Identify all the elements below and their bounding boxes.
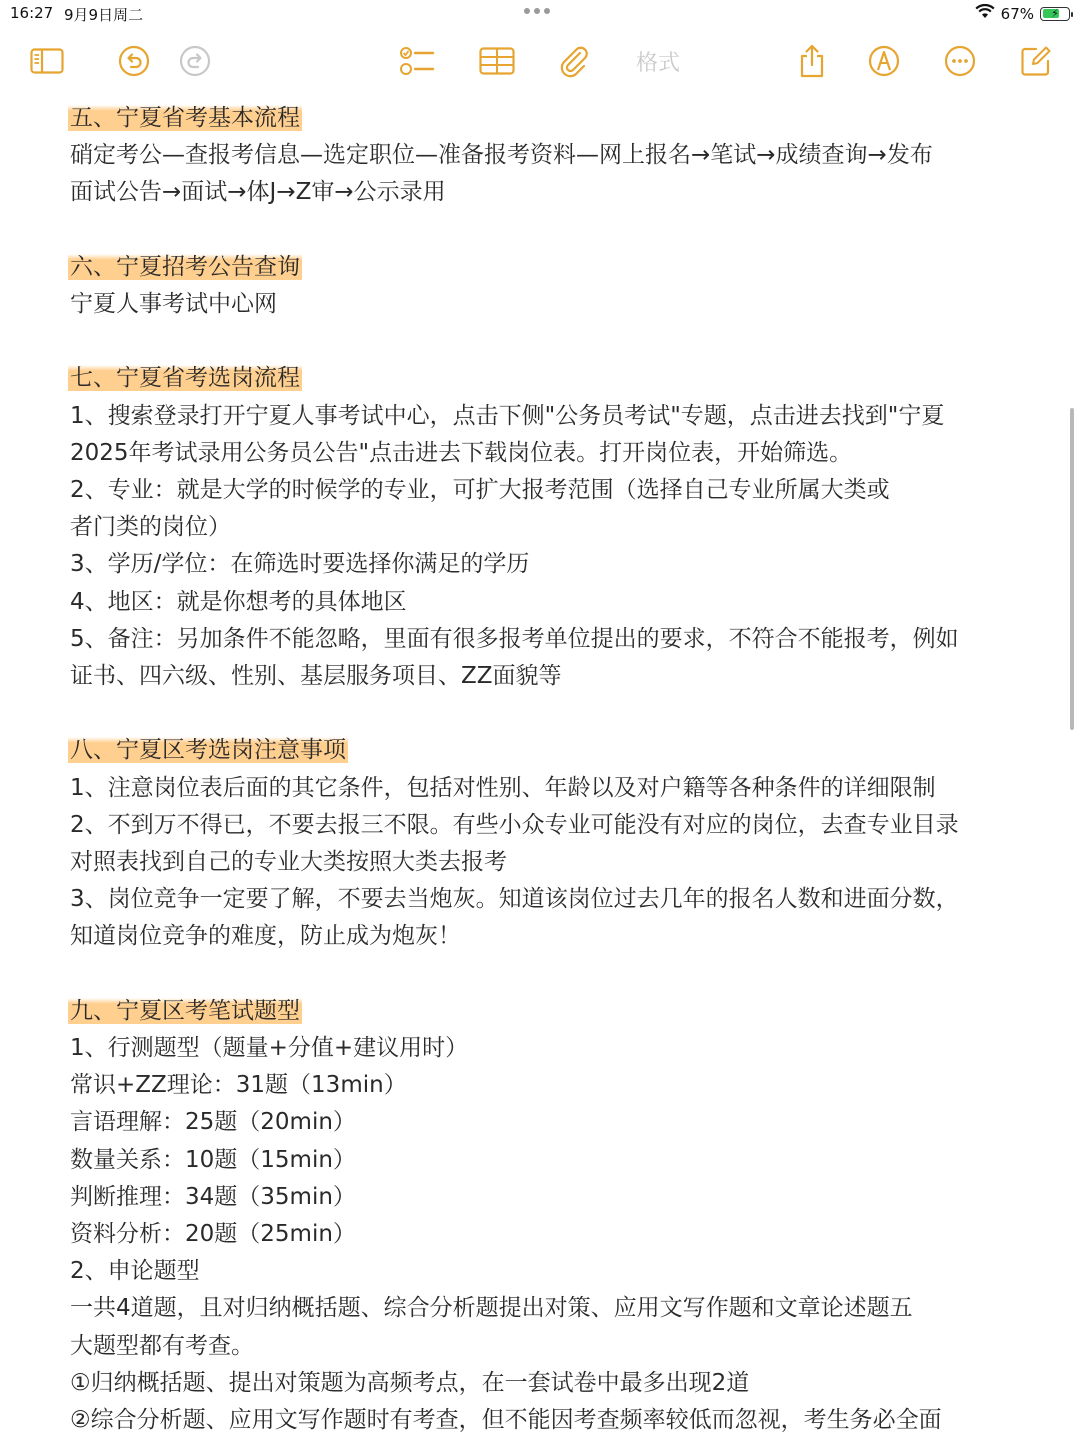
section-9-heading [70,993,1020,1030]
note-line: 常识+ZZ理论：31题（13min） [70,1072,407,1099]
section-6-heading [70,249,1020,286]
redo-button[interactable] [177,38,213,84]
note-line: 1、行测题型（题量+分值+建议用时） [70,1035,469,1062]
note-line: 面试公告→面试→体J→Z审→公示录用 [70,179,446,206]
wifi-icon [975,4,995,23]
more-button[interactable] [943,38,977,84]
note-line: 对照表找到自己的专业大类按照大类去报考 [70,849,507,876]
note-line: 5、备注：另加条件不能忽略，里面有很多报考单位提出的要求，不符合不能报考，例如 [70,625,959,652]
note-line: 大题型都有考查。 [70,1332,254,1359]
markup-button[interactable] [867,38,901,84]
undo-button[interactable] [116,38,152,84]
note-line: 数量关系：10题（15min） [70,1146,356,1173]
markup-icon [868,45,900,77]
note-line: 2、申论题型 [70,1258,200,1285]
status-date: 9月9日周二 [64,6,144,24]
note-line: 硝定考公—查报考信息—选定职位—准备报考资料—网上报名→笔试→成绩查询→发布 [70,142,933,169]
note-line: 3、学历/学位：在筛选时要选择你满足的学历 [70,551,530,578]
status-indicators [975,4,1070,23]
note-line: 2、不到万不得已，不要去报三不限。有些小众专业可能没有对应的岗位，去查专业目录 [70,811,959,838]
note-line: 1、搜索登录打开宁夏人事考试中心，点击下侧"公务员考试"专题，点击进去找到"宁夏 [70,402,945,429]
checklist-button[interactable] [398,38,436,84]
note-line: 宁夏人事考试中心网 [70,291,277,317]
notes-toolbar [0,38,1080,84]
section-9-title: 九、宁夏区考笔试题型 [70,997,300,1024]
note-line: ①归纳概括题、提出对策题为高频考点，在一套试卷中最多出现2道 [70,1369,750,1396]
note-line: 者门类的岗位） [70,514,231,541]
section-5-title: 五、宁夏省考基本流程 [70,105,300,131]
more-icon [944,45,976,77]
section-8-heading [70,732,1020,769]
battery-icon [1040,7,1070,21]
checklist-icon [399,45,435,77]
vertical-scrollbar[interactable] [1070,408,1074,730]
share-icon [798,44,826,78]
note-line: 言语理解：25题（20min） [70,1109,356,1136]
blank-line [70,323,1020,360]
attachment-button[interactable] [556,38,592,84]
charging-bolt-icon: ⚡ [1051,7,1059,20]
format-button[interactable]: 格式 [635,50,680,76]
section-6-title: 六、宁夏招考公告查询 [70,253,300,280]
note-line: 知道岗位竞争的难度，防止成为炮灰！ [70,923,461,950]
section-5-heading [70,100,1020,137]
note-line: 3、岗位竞争一定要了解，不要去当炮灰。知道该岗位过去几年的报名人数和进面分数， [70,886,959,913]
compose-button[interactable] [1018,38,1054,84]
note-line: 1、注意岗位表后面的其它条件，包括对性别、年龄以及对户籍等各种条件的详细限制 [70,774,936,801]
section-7-heading [70,360,1020,397]
section-7-title: 七、宁夏省考选岗流程 [70,365,300,392]
note-line: 2、专业：就是大学的时候学的专业，可扩大报考范围（选择自己专业所属大类或 [70,477,890,503]
note-line: 2025年考试录用公务员公告"点击进去下载岗位表。打开岗位表，开始筛选。 [70,439,853,466]
note-body[interactable] [70,100,1020,1439]
table-icon [479,47,515,75]
note-line: 一共4道题，且对归纳概括题、综合分析题提出对策、应用文写作题和文章论述题五 [70,1295,913,1322]
share-button[interactable] [796,38,828,84]
attachment-icon [558,44,590,78]
blank-line [70,695,1020,732]
sidebar-icon [30,48,64,74]
status-time: 16:27 [10,4,54,22]
note-line: ②综合分析题、应用文写作题时有考查，但不能因考查频率较低而忽视，考生务必全面 [70,1407,942,1434]
table-button[interactable] [478,38,516,84]
section-8-title: 八、宁夏区考选岗注意事项 [70,737,346,764]
undo-icon [118,45,150,77]
note-line: 判断推理：34题（35min） [70,1183,356,1210]
note-line: 资料分析：20题（25min） [70,1221,356,1248]
multitasking-dots-icon[interactable] [524,8,550,14]
note-line: 4、地区：就是你想考的具体地区 [70,588,407,615]
redo-icon [179,45,211,77]
status-bar [0,0,1080,28]
note-line: 证书、四六级、性别、基层服务项目、ZZ面貌等 [70,663,562,690]
blank-line [70,956,1020,993]
compose-icon [1020,45,1052,77]
blank-line [70,212,1020,249]
sidebar-toggle-button[interactable] [28,38,66,84]
battery-percent: 67% [1000,4,1034,23]
